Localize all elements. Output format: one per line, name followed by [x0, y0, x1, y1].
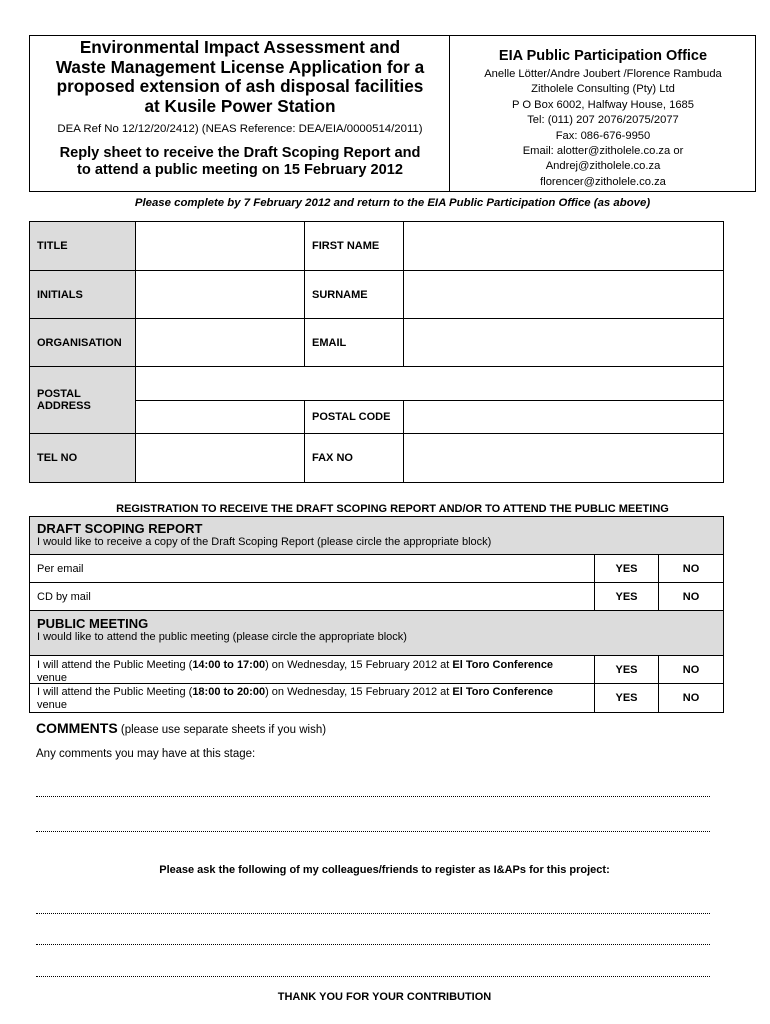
- public-meeting-title: PUBLIC MEETING: [37, 616, 149, 631]
- postal-address-label: [30, 367, 136, 434]
- initials-field[interactable]: [136, 271, 305, 319]
- postal-address-field[interactable]: [136, 367, 723, 401]
- per-email-yes[interactable]: YES: [595, 555, 659, 583]
- email-field[interactable]: [404, 319, 723, 367]
- reply-sheet-title: [36, 145, 444, 179]
- document-title: [36, 38, 444, 116]
- personal-details-table: [29, 221, 724, 483]
- postal-code-field[interactable]: [404, 401, 723, 434]
- cd-by-mail-no[interactable]: NO: [659, 583, 723, 611]
- session-time: 18:00 to 20:00: [192, 686, 266, 698]
- colleague-line-2[interactable]: [36, 944, 710, 945]
- public-meeting-section-header: [30, 611, 723, 656]
- title-field[interactable]: [136, 222, 305, 271]
- session-text: I will attend the Public Meeting (: [37, 686, 193, 698]
- office-line: florencer@zitholele.co.za: [540, 175, 666, 188]
- address-label-line: ADDRESS: [37, 400, 91, 412]
- registration-heading: REGISTRATION TO RECEIVE THE DRAFT SCOPING REPORT AND/OR TO ATTEND THE PUBLIC MEETING: [116, 503, 669, 515]
- header-box: [29, 35, 756, 192]
- session-2-yes[interactable]: YES: [595, 684, 659, 712]
- header-left-panel: [30, 36, 450, 191]
- per-email-option: Per email: [30, 555, 595, 583]
- title-line: Environmental Impact Assessment and: [79, 37, 401, 57]
- tel-field[interactable]: [136, 434, 305, 482]
- office-line: Email: alotter@zitholele.co.za or: [522, 145, 684, 158]
- postal-code-label: POSTAL CODE: [305, 401, 404, 434]
- office-title: EIA Public Participation Office: [498, 48, 708, 64]
- tel-label: TEL NO: [30, 434, 136, 482]
- comments-heading: [36, 720, 326, 736]
- reply-line: Reply sheet to receive the Draft Scoping Report and: [59, 145, 421, 161]
- draft-report-subtitle: I would like to receive a copy of the Draft Scoping Report (please circle the appropriate block): [37, 536, 492, 548]
- draft-report-title: DRAFT SCOPING REPORT: [37, 521, 203, 536]
- fax-field[interactable]: [404, 434, 723, 482]
- comments-title: COMMENTS: [36, 720, 118, 736]
- session-venue: El Toro Conference: [452, 686, 554, 698]
- colleague-line-3[interactable]: [36, 976, 710, 977]
- surname-field[interactable]: [404, 271, 723, 319]
- session-text: ) on Wednesday, 15 February 2012 at: [265, 659, 453, 671]
- organisation-field[interactable]: [136, 319, 305, 367]
- office-line: Andrej@zitholele.co.za: [545, 160, 661, 173]
- session-venue-suffix: venue: [37, 671, 67, 684]
- postal-label-line: POSTAL: [37, 388, 81, 400]
- colleague-prompt: Please ask the following of my colleagues/friends to register as I&APs for this project:: [159, 864, 610, 876]
- session-text: I will attend the Public Meeting (: [37, 659, 193, 671]
- meeting-session-1: [30, 656, 595, 684]
- registration-table: [29, 516, 724, 713]
- session-1-yes[interactable]: YES: [595, 656, 659, 684]
- title-line: at Kusile Power Station: [144, 95, 336, 116]
- meeting-session-2: [30, 684, 595, 712]
- office-line: Anelle Lötter/Andre Joubert /Florence Rambuda: [484, 68, 722, 80]
- comment-line-2[interactable]: [36, 831, 710, 832]
- public-meeting-subtitle: I would like to attend the public meeting (please circle the appropriate block): [37, 631, 407, 643]
- initials-label: INITIALS: [30, 271, 136, 319]
- session-venue: El Toro Conference: [452, 659, 554, 671]
- postal-address-field-2[interactable]: [136, 401, 305, 434]
- comments-prompt: Any comments you may have at this stage:: [36, 748, 256, 760]
- office-line: Tel: (011) 207 2076/2075/2077: [527, 114, 679, 127]
- title-label: TITLE: [30, 222, 136, 271]
- office-line: P O Box 6002, Halfway House, 1685: [511, 98, 694, 111]
- session-1-no[interactable]: NO: [659, 656, 723, 684]
- surname-label: SURNAME: [305, 271, 404, 319]
- office-line: Zitholele Consulting (Pty) Ltd: [531, 83, 675, 96]
- cd-by-mail-yes[interactable]: YES: [595, 583, 659, 611]
- reply-line: to attend a public meeting on 15 February 2012: [76, 162, 403, 178]
- comment-line-1[interactable]: [36, 796, 710, 797]
- session-venue-suffix: venue: [37, 698, 67, 711]
- organisation-label: ORGANISATION: [30, 319, 136, 367]
- office-line: Fax: 086-676-9950: [555, 129, 651, 142]
- first-name-field[interactable]: [404, 222, 723, 271]
- email-label: EMAIL: [305, 319, 404, 367]
- comments-note: (please use separate sheets if you wish): [117, 724, 327, 736]
- title-line: Waste Management License Application for a: [55, 56, 425, 77]
- title-line: proposed extension of ash disposal facilities: [56, 76, 424, 97]
- draft-report-section-header: [30, 517, 723, 555]
- fax-label: FAX NO: [305, 434, 404, 482]
- cd-by-mail-option: CD by mail: [30, 583, 595, 611]
- reference-number: DEA Ref No 12/12/20/2412) (NEAS Reference: DEA/EIA/0000514/2011): [57, 123, 423, 135]
- office-contact: [451, 67, 755, 190]
- per-email-no[interactable]: NO: [659, 555, 723, 583]
- session-time: 14:00 to 17:00: [192, 659, 266, 671]
- session-text: ) on Wednesday, 15 February 2012 at: [265, 686, 453, 698]
- office-panel: [451, 36, 755, 191]
- colleague-line-1[interactable]: [36, 913, 710, 914]
- session-2-no[interactable]: NO: [682, 692, 700, 704]
- first-name-label: FIRST NAME: [305, 222, 404, 271]
- completion-instruction: Please complete by 7 February 2012 and return to the EIA Public Participation Office (as above): [134, 197, 651, 209]
- thank-you-note: THANK YOU FOR YOUR CONTRIBUTION: [277, 991, 492, 1003]
